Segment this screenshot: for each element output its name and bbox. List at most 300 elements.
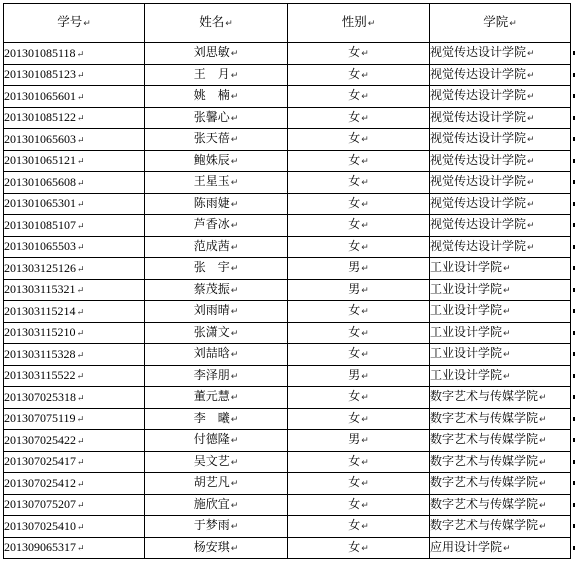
- school-cell: [430, 344, 571, 366]
- student-id-cell: [4, 193, 145, 215]
- paragraph-mark-icon: ↵: [77, 500, 85, 511]
- school-cell-text: 视觉传达设计学院: [430, 174, 527, 189]
- header-school-text: 学院: [483, 14, 509, 29]
- row-end-marker: [572, 43, 576, 65]
- name-cell-text: 范成茜: [193, 238, 230, 253]
- gender-cell-text: 女: [348, 152, 361, 167]
- table-row: [4, 473, 571, 495]
- paragraph-mark-icon: ↵: [527, 113, 535, 124]
- paragraph-mark-icon: ↵: [230, 457, 239, 468]
- paragraph-mark-icon: ↵: [77, 91, 85, 102]
- paragraph-mark-icon: ↵: [77, 263, 85, 274]
- paragraph-mark-icon: ↵: [230, 371, 239, 382]
- name-cell: [145, 451, 288, 473]
- paragraph-mark-icon: ↵: [361, 479, 369, 490]
- paragraph-mark-icon: ↵: [76, 349, 85, 360]
- name-cell-text: 董元慧: [193, 389, 230, 404]
- paragraph-mark-icon: ↵: [527, 156, 535, 167]
- paragraph-mark-icon: ↵: [503, 350, 511, 361]
- paragraph-mark-icon: ↵: [230, 113, 239, 124]
- school-cell-text: 应用设计学院: [430, 539, 503, 554]
- row-end-marker: [572, 86, 576, 108]
- name-cell: [145, 258, 288, 280]
- student-id-cell: [4, 322, 145, 344]
- gender-cell-text: 女: [348, 496, 361, 511]
- name-cell-text: 刘喆晗: [193, 346, 230, 361]
- school-cell: [430, 107, 571, 129]
- name-cell: [145, 408, 288, 430]
- paragraph-mark-icon: ↵: [230, 135, 239, 146]
- school-cell-text: 数字艺术与传媒学院: [430, 496, 539, 511]
- gender-cell-text: 女: [348, 66, 361, 81]
- name-cell: [145, 150, 288, 172]
- paragraph-mark-icon: ↵: [361, 371, 369, 382]
- school-cell: [430, 172, 571, 194]
- school-cell: [430, 64, 571, 86]
- header-row: [4, 4, 571, 43]
- paragraph-mark-icon: ↵: [527, 135, 535, 146]
- name-cell-text: 张馨心: [193, 109, 230, 124]
- paragraph-mark-icon: ↵: [230, 307, 239, 318]
- gender-cell: [288, 430, 430, 452]
- school-cell-text: 数字艺术与传媒学院: [430, 475, 539, 490]
- gender-cell-text: 女: [348, 131, 361, 146]
- paragraph-mark-icon: ↵: [503, 307, 511, 318]
- school-cell-text: 工业设计学院: [430, 346, 503, 361]
- row-end-marker: [572, 323, 576, 345]
- table-row: [4, 451, 571, 473]
- table-row: [4, 301, 571, 323]
- table-row: [4, 387, 571, 409]
- student-id-cell: [4, 43, 145, 65]
- paragraph-mark-icon: ↵: [77, 113, 85, 124]
- paragraph-mark-icon: ↵: [527, 242, 535, 253]
- paragraph-mark-icon: ↵: [77, 199, 85, 210]
- row-end-marker: [572, 258, 576, 280]
- student-id-cell: [4, 430, 145, 452]
- name-cell: [145, 107, 288, 129]
- gender-cell-text: 女: [348, 217, 361, 232]
- paragraph-mark-icon: ↵: [503, 328, 511, 339]
- paragraph-mark-icon: ↵: [230, 479, 239, 490]
- paragraph-mark-icon: ↵: [76, 328, 85, 339]
- paragraph-mark-icon: ↵: [367, 19, 376, 29]
- gender-cell-text: 男: [348, 432, 361, 447]
- gender-cell: [288, 172, 430, 194]
- paragraph-mark-icon: ↵: [361, 414, 369, 425]
- paragraph-mark-icon: ↵: [503, 264, 511, 275]
- paragraph-mark-icon: ↵: [503, 285, 511, 296]
- paragraph-mark-icon: ↵: [361, 242, 369, 253]
- gender-cell: [288, 215, 430, 237]
- paragraph-mark-icon: ↵: [83, 19, 91, 29]
- paragraph-mark-icon: ↵: [527, 92, 535, 103]
- header-school: [430, 4, 571, 43]
- student-table: [3, 3, 571, 559]
- gender-cell: [288, 129, 430, 151]
- paragraph-mark-icon: ↵: [361, 135, 369, 146]
- school-cell: [430, 279, 571, 301]
- table-row: [4, 408, 571, 430]
- table-row: [4, 129, 571, 151]
- row-end-marker: [572, 301, 576, 323]
- gender-cell: [288, 516, 430, 538]
- name-cell: [145, 193, 288, 215]
- table-row: [4, 64, 571, 86]
- row-end-marker: [572, 65, 576, 87]
- gender-cell: [288, 387, 430, 409]
- school-cell: [430, 473, 571, 495]
- student-id-cell-text: 201301085118: [4, 45, 76, 60]
- name-cell: [145, 215, 288, 237]
- name-cell-text: 陈雨婕: [193, 195, 230, 210]
- table-row: [4, 322, 571, 344]
- gender-cell: [288, 344, 430, 366]
- school-cell-text: 工业设计学院: [430, 303, 503, 318]
- name-cell-text: 施欣宜: [193, 496, 230, 511]
- student-id-cell: [4, 129, 145, 151]
- gender-cell: [288, 473, 430, 495]
- name-cell: [145, 172, 288, 194]
- name-cell: [145, 43, 288, 65]
- student-id-cell-text: 201303115210: [4, 325, 76, 340]
- gender-cell-text: 女: [348, 475, 361, 490]
- name-cell-text: 李 曦: [193, 410, 230, 425]
- paragraph-mark-icon: ↵: [361, 285, 369, 296]
- row-end-marker: [572, 215, 576, 237]
- paragraph-mark-icon: ↵: [230, 328, 239, 339]
- name-cell: [145, 365, 288, 387]
- school-cell: [430, 322, 571, 344]
- gender-cell-text: 女: [348, 109, 361, 124]
- table-body: [4, 43, 571, 559]
- school-cell-text: 视觉传达设计学院: [430, 152, 527, 167]
- name-cell-text: 刘雨晴: [193, 303, 230, 318]
- header-student-id-text: 学号: [57, 14, 83, 29]
- name-cell-text: 于梦雨: [193, 518, 230, 533]
- paragraph-mark-icon: ↵: [361, 350, 369, 361]
- name-cell-text: 李泽朋: [193, 367, 230, 382]
- row-end-marker: [572, 538, 576, 560]
- paragraph-mark-icon: ↵: [361, 307, 369, 318]
- paragraph-mark-icon: ↵: [527, 221, 535, 232]
- paragraph-mark-icon: ↵: [361, 178, 369, 189]
- gender-cell: [288, 451, 430, 473]
- name-cell: [145, 430, 288, 452]
- table-row: [4, 172, 571, 194]
- school-cell-text: 视觉传达设计学院: [430, 45, 527, 60]
- name-cell: [145, 129, 288, 151]
- row-end-marker: [572, 237, 576, 259]
- paragraph-mark-icon: ↵: [230, 543, 239, 554]
- gender-cell-text: 女: [348, 174, 361, 189]
- name-cell-text: 张潇文: [193, 324, 230, 339]
- school-cell-text: 视觉传达设计学院: [430, 238, 527, 253]
- paragraph-mark-icon: ↵: [230, 414, 239, 425]
- student-id-cell: [4, 172, 145, 194]
- school-cell-text: 视觉传达设计学院: [430, 88, 527, 103]
- table-row: [4, 516, 571, 538]
- row-end-marker: [572, 172, 576, 194]
- paragraph-mark-icon: ↵: [361, 522, 369, 533]
- student-id-cell: [4, 344, 145, 366]
- name-cell: [145, 473, 288, 495]
- student-id-cell-text: 201301065503: [4, 239, 76, 254]
- paragraph-mark-icon: ↵: [361, 49, 369, 60]
- paragraph-mark-icon: ↵: [76, 414, 85, 425]
- table-row: [4, 365, 571, 387]
- student-id-cell-text: 201301065301: [4, 196, 76, 211]
- school-cell-text: 数字艺术与传媒学院: [430, 453, 539, 468]
- paragraph-mark-icon: ↵: [361, 264, 369, 275]
- table-row: [4, 537, 571, 559]
- paragraph-mark-icon: ↵: [361, 457, 369, 468]
- school-cell: [430, 365, 571, 387]
- paragraph-mark-icon: ↵: [503, 371, 511, 382]
- school-cell-text: 视觉传达设计学院: [430, 217, 527, 232]
- row-end-marker: [572, 430, 576, 452]
- name-cell-text: 王 月: [193, 66, 230, 81]
- header-student-id: [4, 4, 145, 43]
- student-id-cell-text: 201309065317: [4, 540, 76, 555]
- school-cell: [430, 301, 571, 323]
- paragraph-mark-icon: ↵: [539, 522, 547, 533]
- header-name: [145, 4, 288, 43]
- gender-cell: [288, 322, 430, 344]
- school-cell-text: 工业设计学院: [430, 260, 503, 275]
- student-id-cell: [4, 365, 145, 387]
- row-end-marker: [572, 129, 576, 151]
- row-end-marker: [572, 516, 576, 538]
- table-row: [4, 258, 571, 280]
- school-cell: [430, 43, 571, 65]
- paragraph-mark-icon: ↵: [77, 521, 85, 532]
- gender-cell-text: 女: [348, 346, 361, 361]
- school-cell: [430, 387, 571, 409]
- gender-cell-text: 女: [348, 410, 361, 425]
- student-id-cell: [4, 537, 145, 559]
- name-cell-text: 吴文艺: [193, 453, 230, 468]
- name-cell-text: 杨安琪: [193, 539, 230, 554]
- paragraph-mark-icon: ↵: [230, 350, 239, 361]
- gender-cell: [288, 107, 430, 129]
- student-id-cell-text: 201307075207: [4, 497, 76, 512]
- name-cell-text: 鲍姝辰: [193, 152, 230, 167]
- gender-cell: [288, 301, 430, 323]
- gender-cell-text: 女: [348, 453, 361, 468]
- paragraph-mark-icon: ↵: [527, 199, 535, 210]
- school-cell: [430, 451, 571, 473]
- school-cell: [430, 129, 571, 151]
- paragraph-mark-icon: ↵: [230, 92, 239, 103]
- table-row: [4, 107, 571, 129]
- table-row: [4, 344, 571, 366]
- paragraph-mark-icon: ↵: [77, 543, 85, 554]
- school-cell: [430, 258, 571, 280]
- row-end-marker: [572, 452, 576, 474]
- paragraph-mark-icon: ↵: [527, 49, 535, 60]
- paragraph-mark-icon: ↵: [77, 156, 85, 167]
- row-end-marker: [572, 194, 576, 216]
- student-id-cell: [4, 387, 145, 409]
- student-id-cell: [4, 451, 145, 473]
- school-cell-text: 数字艺术与传媒学院: [430, 432, 539, 447]
- school-cell: [430, 86, 571, 108]
- paragraph-mark-icon: ↵: [361, 199, 369, 210]
- paragraph-mark-icon: ↵: [361, 436, 369, 447]
- school-cell: [430, 150, 571, 172]
- gender-cell-text: 女: [348, 195, 361, 210]
- student-id-cell: [4, 64, 145, 86]
- paragraph-mark-icon: ↵: [361, 393, 369, 404]
- name-cell: [145, 387, 288, 409]
- student-id-cell-text: 201307075119: [4, 411, 76, 426]
- paragraph-mark-icon: ↵: [76, 371, 85, 382]
- school-cell-text: 数字艺术与传媒学院: [430, 410, 539, 425]
- paragraph-mark-icon: ↵: [361, 113, 369, 124]
- name-cell: [145, 301, 288, 323]
- table-row: [4, 236, 571, 258]
- paragraph-mark-icon: ↵: [527, 178, 535, 189]
- paragraph-mark-icon: ↵: [230, 178, 239, 189]
- paragraph-mark-icon: ↵: [361, 543, 369, 554]
- school-cell: [430, 430, 571, 452]
- paragraph-mark-icon: ↵: [77, 457, 85, 468]
- paragraph-mark-icon: ↵: [527, 70, 535, 81]
- name-cell-text: 张天蓓: [193, 131, 230, 146]
- student-id-cell: [4, 301, 145, 323]
- gender-cell: [288, 537, 430, 559]
- gender-cell: [288, 408, 430, 430]
- gender-cell: [288, 193, 430, 215]
- student-id-cell: [4, 215, 145, 237]
- header-name-text: 姓名: [199, 14, 225, 29]
- student-id-cell: [4, 258, 145, 280]
- name-cell-text: 蔡茂振: [193, 281, 230, 296]
- name-cell-text: 胡艺凡: [193, 475, 230, 490]
- gender-cell: [288, 494, 430, 516]
- paragraph-mark-icon: ↵: [225, 19, 233, 29]
- paragraph-mark-icon: ↵: [539, 479, 547, 490]
- student-id-cell-text: 201303115321: [4, 282, 76, 297]
- student-id-cell: [4, 279, 145, 301]
- paragraph-mark-icon: ↵: [77, 177, 85, 188]
- paragraph-mark-icon: ↵: [76, 48, 85, 59]
- table-row: [4, 494, 571, 516]
- name-cell: [145, 516, 288, 538]
- row-end-marker: [572, 495, 576, 517]
- gender-cell-text: 女: [348, 88, 361, 103]
- gender-cell-text: 女: [348, 518, 361, 533]
- name-cell-text: 刘思敏: [193, 45, 230, 60]
- paragraph-mark-icon: ↵: [77, 220, 85, 231]
- gender-cell-text: 女: [348, 324, 361, 339]
- paragraph-mark-icon: ↵: [77, 392, 85, 403]
- name-cell: [145, 279, 288, 301]
- paragraph-mark-icon: ↵: [77, 478, 85, 489]
- gender-cell: [288, 279, 430, 301]
- student-id-cell-text: 201307025422: [4, 432, 76, 447]
- paragraph-mark-icon: ↵: [230, 436, 239, 447]
- school-cell: [430, 408, 571, 430]
- row-end-marker: [572, 387, 576, 409]
- gender-cell: [288, 258, 430, 280]
- gender-cell-text: 男: [348, 367, 361, 382]
- school-cell-text: 数字艺术与传媒学院: [430, 389, 539, 404]
- paragraph-mark-icon: ↵: [361, 500, 369, 511]
- paragraph-mark-icon: ↵: [361, 70, 369, 81]
- gender-cell-text: 女: [348, 45, 361, 60]
- row-end-marker: [572, 344, 576, 366]
- school-cell: [430, 193, 571, 215]
- gender-cell-text: 男: [348, 260, 361, 275]
- header-gender-text: 性别: [341, 14, 367, 29]
- paragraph-mark-icon: ↵: [230, 242, 239, 253]
- student-id-cell-text: 201301065601: [4, 88, 76, 103]
- school-cell: [430, 537, 571, 559]
- paragraph-mark-icon: ↵: [77, 435, 85, 446]
- paragraph-mark-icon: ↵: [230, 522, 239, 533]
- paragraph-mark-icon: ↵: [361, 156, 369, 167]
- student-id-cell-text: 201301085122: [4, 110, 76, 125]
- gender-cell: [288, 236, 430, 258]
- student-id-cell-text: 201307025412: [4, 475, 76, 490]
- school-cell-text: 视觉传达设计学院: [430, 195, 527, 210]
- student-id-cell-text: 201307025417: [4, 454, 76, 469]
- table-row: [4, 86, 571, 108]
- name-cell: [145, 64, 288, 86]
- gender-cell: [288, 150, 430, 172]
- row-end-marker: [572, 108, 576, 130]
- gender-cell-text: 女: [348, 238, 361, 253]
- school-cell-text: 视觉传达设计学院: [430, 131, 527, 146]
- paragraph-mark-icon: ↵: [230, 49, 239, 60]
- paragraph-mark-icon: ↵: [539, 414, 547, 425]
- paragraph-mark-icon: ↵: [509, 19, 517, 29]
- gender-cell: [288, 43, 430, 65]
- name-cell: [145, 537, 288, 559]
- row-end-marker: [572, 151, 576, 173]
- student-id-cell-text: 201301065121: [4, 153, 76, 168]
- paragraph-mark-icon: ↵: [77, 242, 85, 253]
- school-cell-text: 数字艺术与传媒学院: [430, 518, 539, 533]
- student-id-cell-text: 201303125126: [4, 260, 76, 275]
- paragraph-mark-icon: ↵: [361, 328, 369, 339]
- table-row: [4, 193, 571, 215]
- student-id-cell: [4, 494, 145, 516]
- table-row: [4, 150, 571, 172]
- paragraph-mark-icon: ↵: [230, 221, 239, 232]
- paragraph-mark-icon: ↵: [230, 70, 239, 81]
- name-cell-text: 姚 楠: [193, 88, 230, 103]
- student-id-cell-text: 201307025410: [4, 518, 76, 533]
- student-id-cell-text: 201307025318: [4, 389, 76, 404]
- paragraph-mark-icon: ↵: [76, 306, 85, 317]
- gender-cell: [288, 64, 430, 86]
- student-id-cell: [4, 86, 145, 108]
- name-cell: [145, 494, 288, 516]
- student-id-cell-text: 201303115522: [4, 368, 76, 383]
- paragraph-mark-icon: ↵: [77, 134, 85, 145]
- school-cell-text: 工业设计学院: [430, 281, 503, 296]
- paragraph-mark-icon: ↵: [539, 436, 547, 447]
- paragraph-mark-icon: ↵: [76, 285, 85, 296]
- school-cell: [430, 494, 571, 516]
- row-end-marker: [572, 280, 576, 302]
- paragraph-mark-icon: ↵: [230, 285, 239, 296]
- student-id-cell-text: 201301065603: [4, 131, 76, 146]
- row-end-marker: [572, 473, 576, 495]
